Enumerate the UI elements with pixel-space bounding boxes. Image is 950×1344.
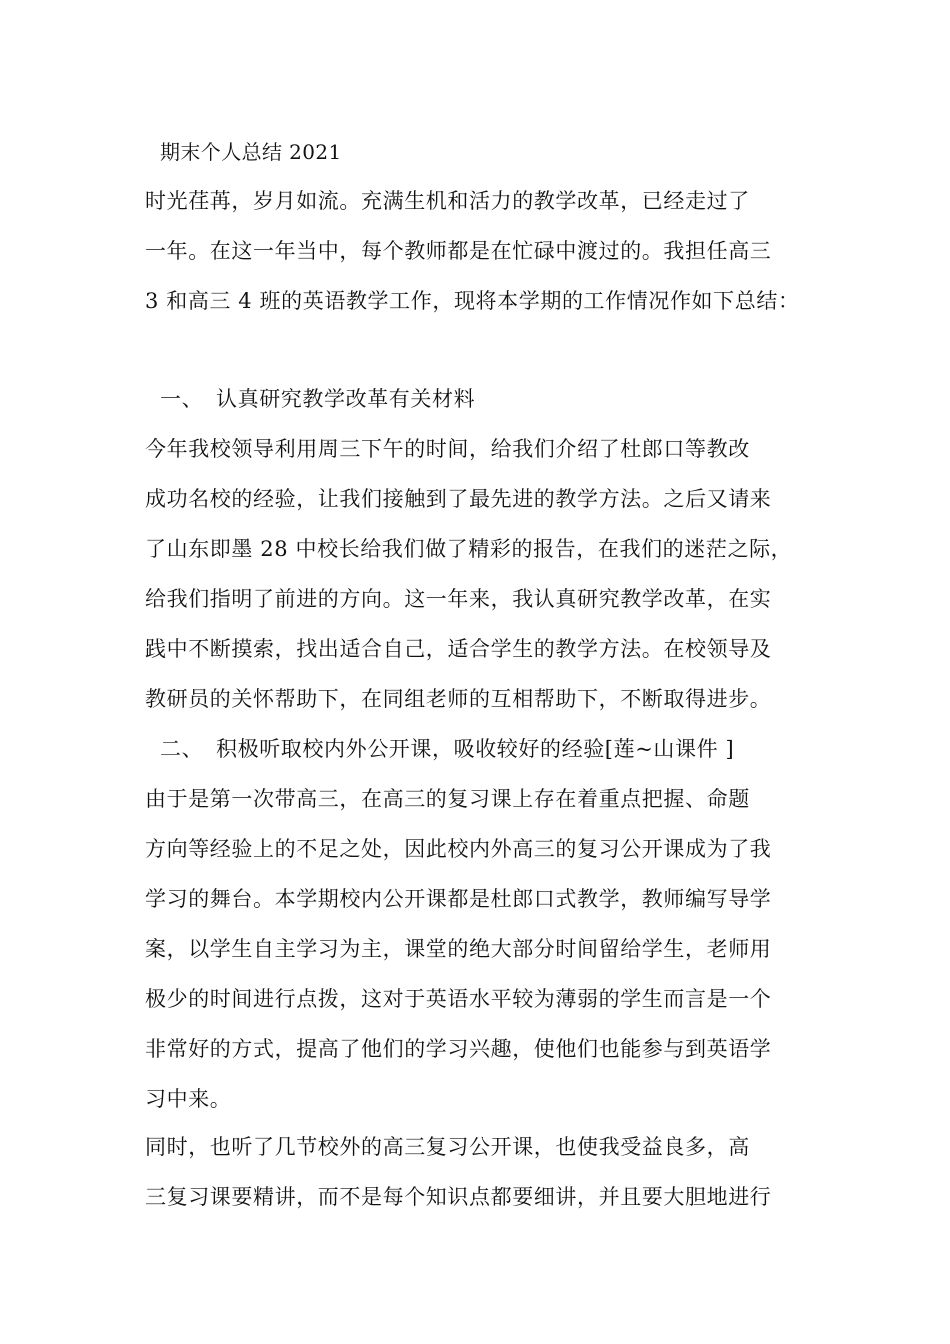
section-2-line-7: 习中来。: [145, 1087, 232, 1111]
section-2-line-5: 极少的时间进行点拨，这对于英语水平较为薄弱的学生而言是一个: [145, 987, 772, 1011]
section-1-title: 认真研究教学改革有关材料: [216, 387, 476, 411]
section-1-line-4: 给我们指明了前进的方向。这一年来，我认真研究教学改革，在实: [145, 587, 772, 611]
section-2-line-6: 非常好的方式，提高了他们的学习兴趣，使他们也能参与到英语学: [145, 1037, 772, 1061]
section-2-para2-line-2: 三复习课要精讲，而不是每个知识点都要细讲，并且要大胆地进行: [145, 1185, 772, 1209]
section-2-para2-line-1: 同时，也听了几节校外的高三复习公开课，也使我受益良多，高: [145, 1135, 750, 1159]
section-2-line-1: 由于是第一次带高三，在高三的复习课上存在着重点把握、命题: [145, 787, 750, 811]
section-1-line-3: 了山东即墨 28 中校长给我们做了精彩的报告，在我们的迷茫之际，: [145, 537, 793, 561]
section-1-line-6: 教研员的关怀帮助下，在同组老师的互相帮助下，不断取得进步。: [145, 687, 772, 711]
section-1-line-2: 成功名校的经验，让我们接触到了最先进的教学方法。之后又请来: [145, 487, 772, 511]
section-2-line-2: 方向等经验上的不足之处，因此校内外高三的复习公开课成为了我: [145, 837, 772, 861]
intro-line-2: 一年。在这一年当中，每个教师都是在忙碌中渡过的。我担任高三: [145, 239, 772, 263]
section-2-heading: [160, 734, 825, 764]
section-1-line-5: 践中不断摸索，找出适合自己，适合学生的教学方法。在校领导及: [145, 637, 772, 661]
section-1-line-1: 今年我校领导利用周三下午的时间，给我们介绍了杜郎口等教改: [145, 437, 750, 461]
section-2-line-4: 案，以学生自主学习为主，课堂的绝大部分时间留给学生，老师用: [145, 937, 772, 961]
intro-line-1: 时光荏苒，岁月如流。充满生机和活力的教学改革，已经走过了: [145, 189, 750, 213]
section-1-number: 一、: [160, 387, 204, 411]
intro-line-3: 3 和高三 4 班的英语教学工作，现将本学期的工作情况作如下总结：: [145, 289, 800, 313]
section-2-line-3: 学习的舞台。本学期校内公开课都是杜郎口式教学，教师编写导学: [145, 887, 772, 911]
section-2-number: 二、: [160, 737, 204, 761]
document-title: 期末个人总结 2021: [160, 140, 342, 164]
section-2-title: 积极听取校内外公开课，吸收较好的经验[莲~山课件 ]: [216, 737, 735, 761]
section-1-heading: [160, 384, 825, 414]
